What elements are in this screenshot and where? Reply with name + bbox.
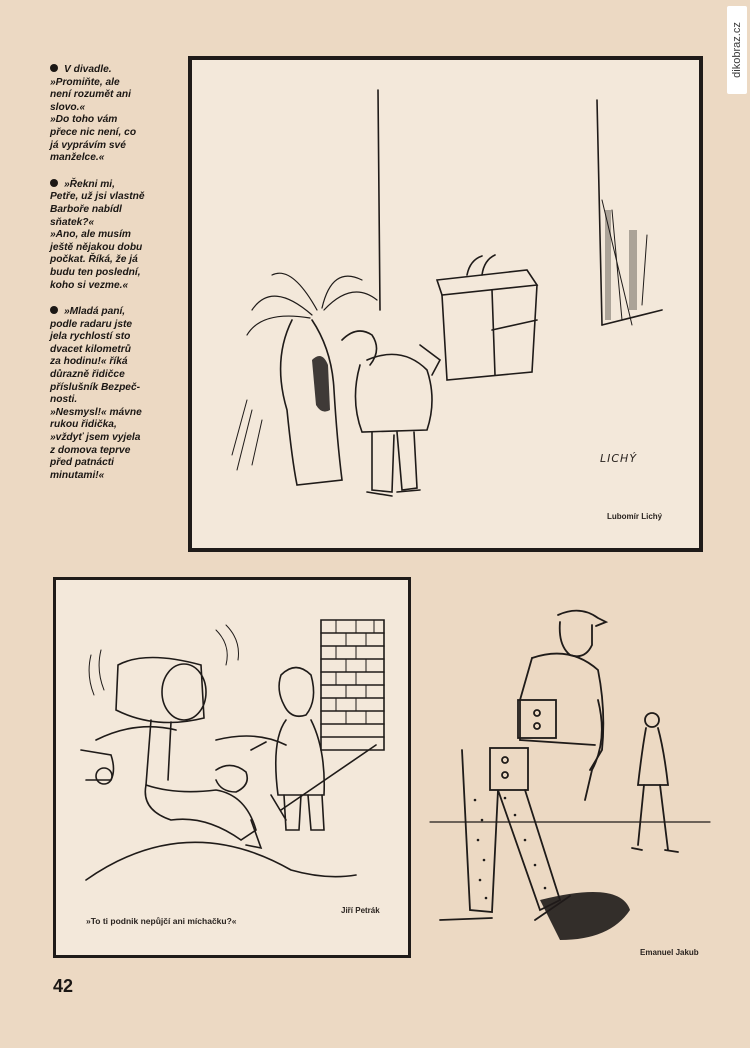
joke-line: dvacet kilometrů (50, 343, 131, 355)
joke-line: příslušník Bezpeč- (50, 381, 141, 393)
man-head (560, 622, 592, 656)
cartoon-mixer (53, 577, 411, 958)
joke-line: slovo.« (50, 101, 86, 113)
cartoon-podium-drawing (192, 60, 699, 548)
man-legs-up (146, 720, 171, 785)
joke-line: koho si vezme.« (50, 279, 129, 291)
curtain-left-line (378, 90, 380, 310)
cartoon-walking-man-drawing (420, 600, 720, 960)
cartoon-podium-credit: Lubomír Lichý (607, 512, 663, 521)
shadow (540, 892, 630, 940)
panel-top (518, 700, 556, 738)
joke-line: počkat. Říká, že já (50, 254, 138, 266)
man-body (355, 354, 432, 432)
tree-figure (281, 320, 342, 485)
joke-line: »Ano, ale musím (50, 229, 131, 241)
cartoon-mixer-drawing (56, 580, 408, 955)
joke-line: manželce.« (50, 152, 105, 164)
sand-pile (86, 842, 356, 880)
joke-line: »Mladá paní, (64, 306, 126, 318)
joke-3 (50, 306, 172, 482)
podium-body (442, 285, 537, 380)
joke-line: přece nic není, co (50, 126, 137, 138)
joke-line: za hodinu!« říká (50, 356, 128, 368)
joke-line: V divadle. (64, 64, 112, 75)
brick-wall (321, 620, 384, 750)
cartoon-walking-man-credit: Emanuel Jakub (640, 948, 699, 957)
joke-line: jela rychlostí sto (50, 331, 131, 343)
joke-line: »vždyť jsem vyjela (50, 432, 141, 444)
panel-bottom (490, 748, 528, 790)
bullet-icon (50, 306, 58, 314)
woman-legs (638, 785, 668, 850)
joke-line: důrazně řidičce (50, 369, 125, 381)
woman-head (645, 713, 659, 727)
lying-man (145, 785, 256, 840)
joke-line: ještě nějakou dobu (50, 241, 143, 253)
cartoon-podium (188, 56, 703, 552)
joke-line: před patnácti (50, 457, 114, 469)
joke-line: sňatek?« (50, 216, 95, 228)
joke-line: já vyprávím své (50, 139, 126, 151)
joke-line: »Do toho vám (50, 114, 118, 126)
arm (585, 700, 602, 800)
watermark (727, 6, 747, 94)
cartoon-walking-man (420, 600, 720, 960)
bullet-icon (50, 64, 58, 72)
bullet-icon (50, 179, 58, 187)
joke-line: minutami!« (50, 469, 105, 481)
page-number: 42 (53, 976, 74, 996)
curtain-right-line (597, 100, 602, 325)
joke-2 (50, 179, 172, 292)
joke-line: »Promiňte, ale (50, 76, 120, 88)
joke-line: podle radaru jste (50, 318, 133, 330)
jokes-column (50, 64, 172, 496)
woman-body (276, 720, 324, 795)
cap (558, 611, 606, 626)
woman-head (279, 668, 314, 717)
woman-dress (638, 728, 668, 785)
joke-line: budu ten poslední, (50, 266, 141, 278)
microphones (467, 255, 495, 275)
joke-line: Barboře nabídl (50, 203, 122, 215)
cartoon-mixer-caption: »To ti podnik nepůjčí ani míchačku?« (86, 916, 237, 926)
joke-line: »Řekni mi, (64, 178, 115, 190)
jacket (532, 654, 603, 770)
man-legs (372, 432, 417, 492)
joke-line: z domova teprve (50, 444, 131, 456)
cartoon-mixer-credit: Jiří Petrák (341, 906, 380, 915)
podium-top (437, 270, 537, 295)
joke-line: Petře, už jsi vlastně (50, 191, 145, 203)
joke-line: »Nesmysl!« mávne (50, 406, 142, 418)
cartoon-podium-signature: LICHÝ (600, 452, 638, 465)
joke-line: není rozumět ani (50, 89, 131, 101)
mixer-drum (116, 658, 204, 723)
joke-line: nosti. (50, 394, 78, 406)
joke-1 (50, 64, 172, 165)
man-head (342, 331, 377, 365)
joke-line: rukou řidička, (50, 419, 117, 431)
watermark-text: dikobraz.cz (731, 22, 743, 78)
